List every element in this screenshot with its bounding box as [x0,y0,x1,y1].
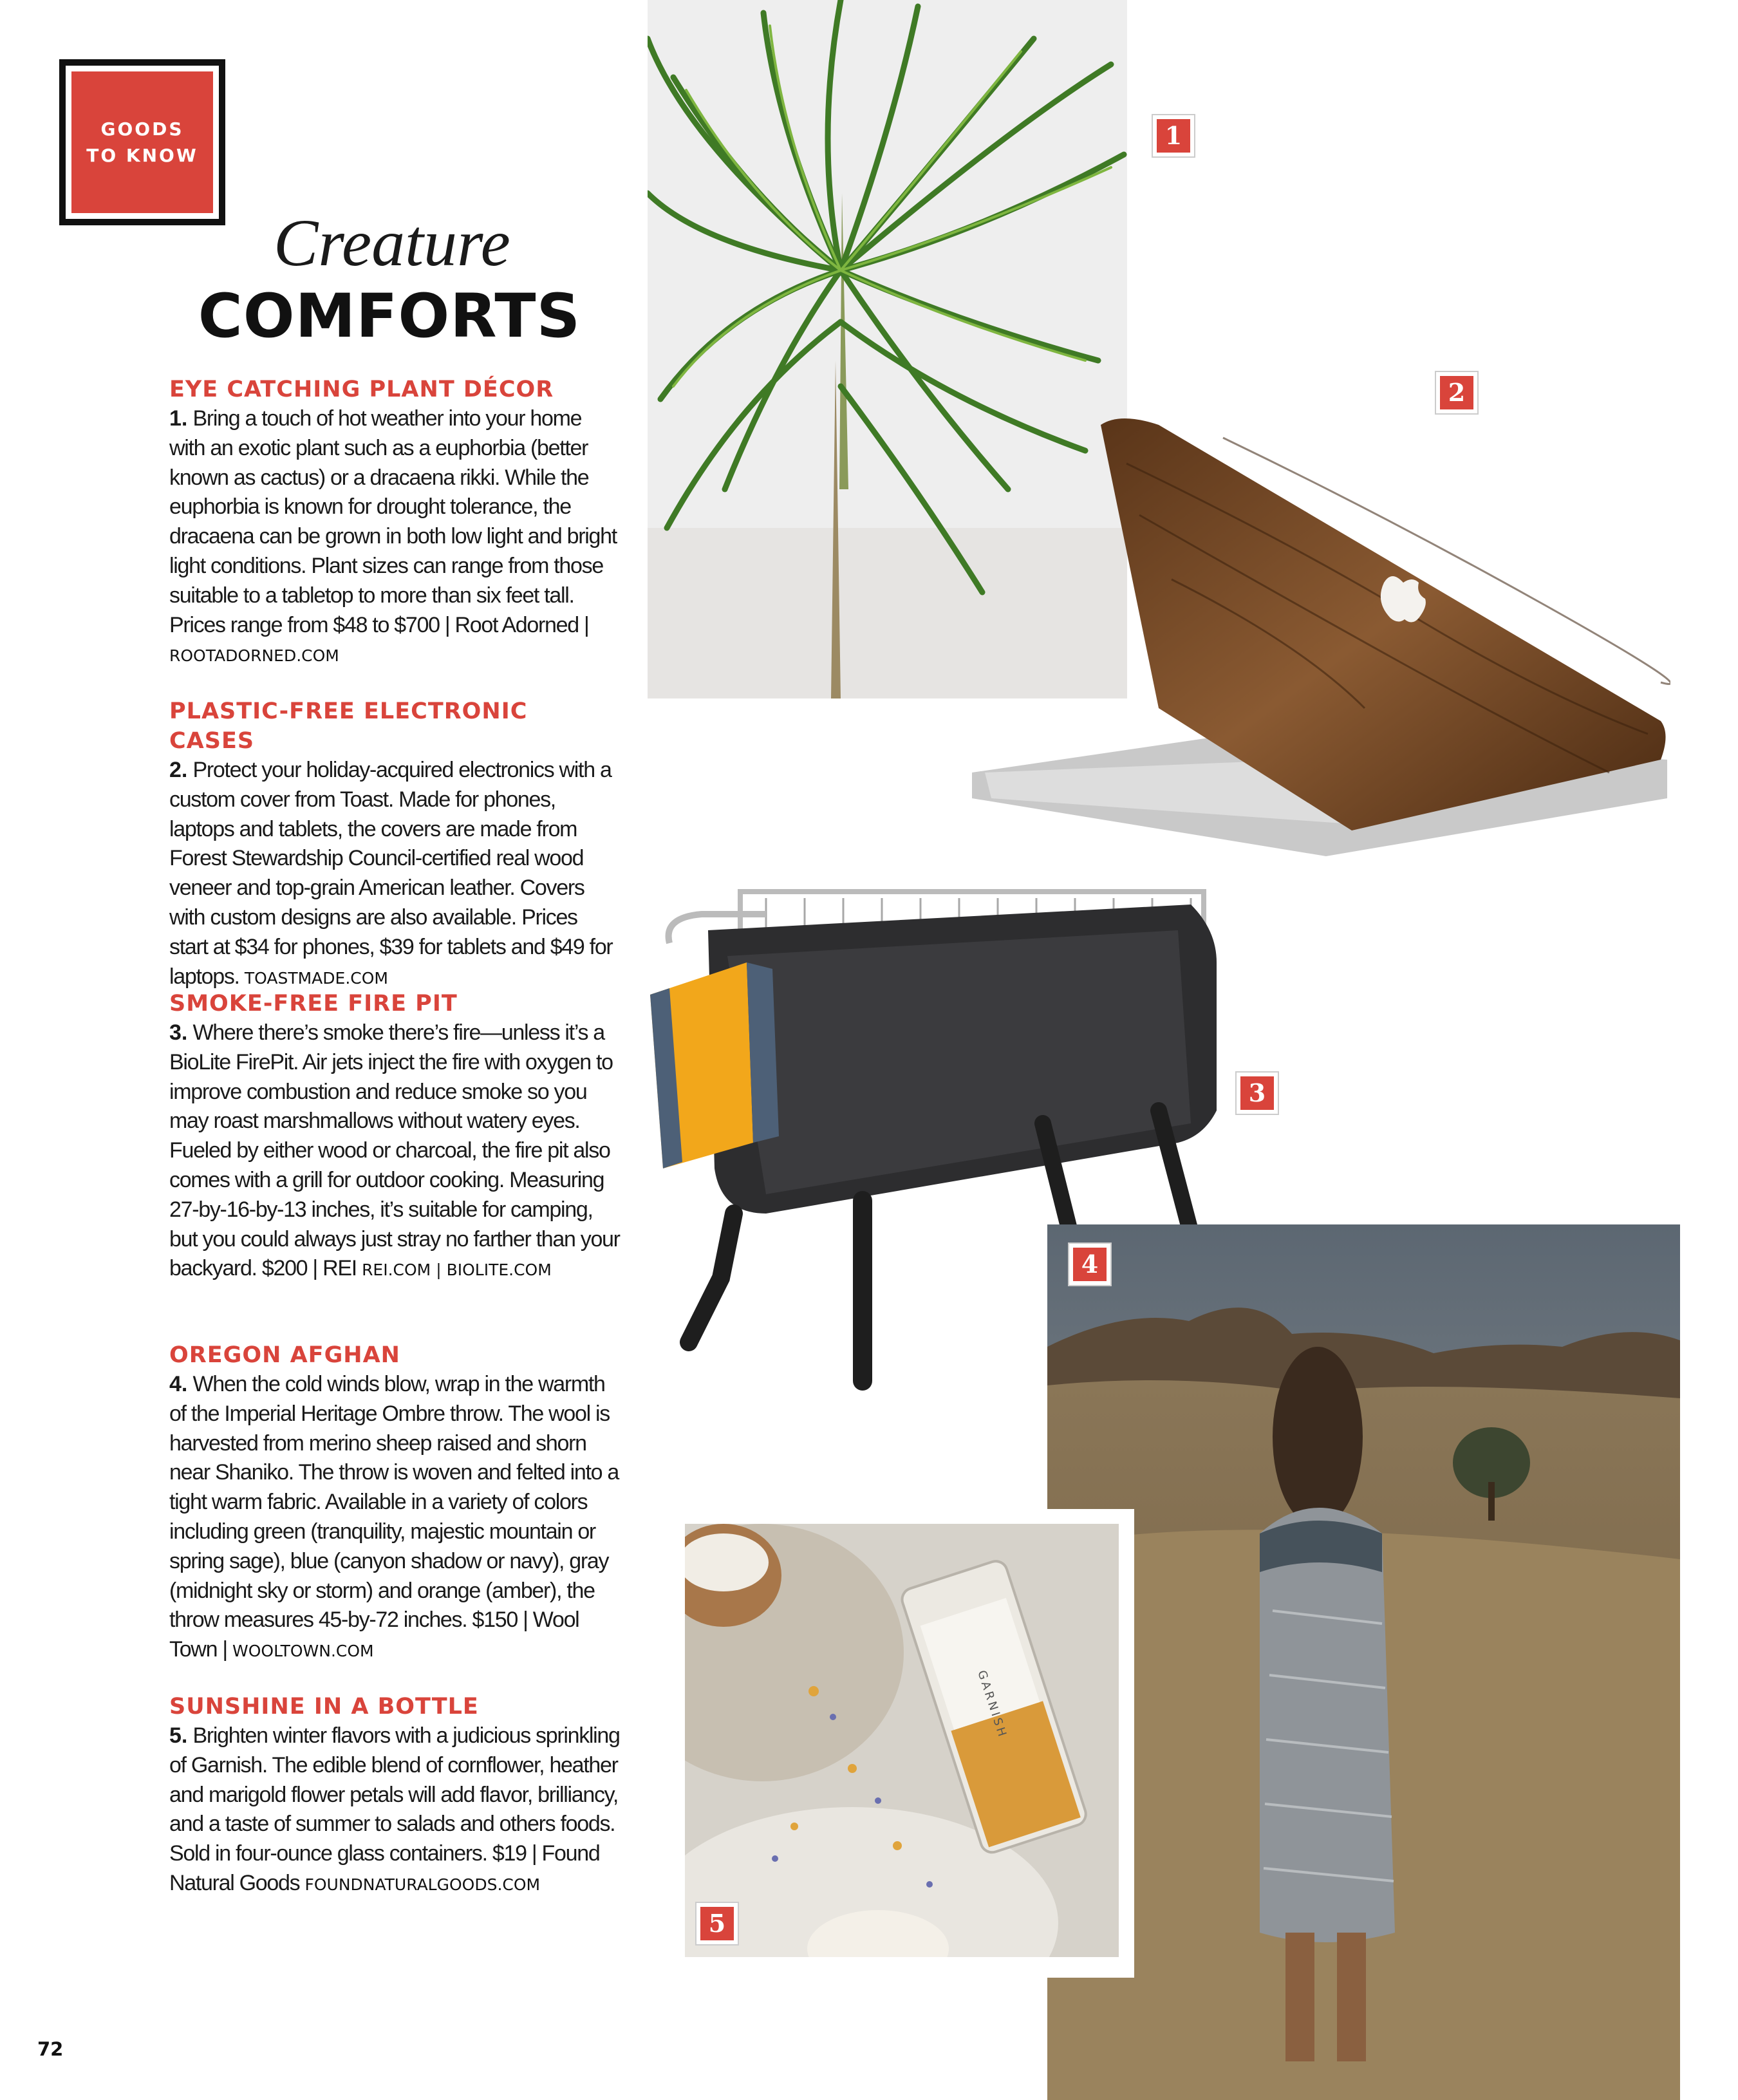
article-body: Brighten winter flavors with a judicious sprinkling of Garnish. The edible blend of cornflower, heather and marigold flower petals will add flavor, brilliancy, and a taste of summer to salads and others foods. Sold in four-ounce glass containers. $19 | Found Natural Goods [169,1723,620,1895]
article-body: Protect your holiday-acquired electronics with a custom cover from Toast. Made for phones, laptops and tablets, the covers are made from Forest Stewardship Council-certified real wood veneer and top-grain American leather. Covers with custom designs are also available. Prices start at $34 for phones, $39 for tablets and $49 for laptops. [169,758,613,989]
section-badge [59,59,225,225]
garnish-photo-frame [677,1509,1134,1978]
photo-tag-3: 3 [1237,1073,1278,1114]
article-fire-pit [169,989,620,1285]
article-url[interactable]: FOUNDNATURALGOODS.COM [304,1875,541,1894]
article-url[interactable]: ROOTADORNED.COM [169,646,339,666]
article-oregon-afghan [169,1340,620,1666]
photo-tag-5: 5 [696,1903,738,1944]
afghan-photo [1047,1224,1680,2100]
article-body: When the cold winds blow, wrap in the warmth of the Imperial Heritage Ombre throw. The wool is harvested from merino sheep raised and shorn near Shaniko. The throw is woven and felted into a tight warm fabric. Available in a variety of colors including green (tranquility, majestic mountain or spring sage), blue (canyon shadow or navy), gray (midnight sky or storm) and orange (amber), the throw measures 45-by-72 inches. $150 | Wool Town | [169,1372,619,1662]
article-sunshine-bottle [169,1692,620,1900]
page-number: 72 [37,2038,64,2060]
article-url[interactable]: TOASTMADE.COM [244,968,388,988]
page-title-bold: COMFORTS [198,281,581,352]
article-heading: EYE CATCHING PLANT DÉCOR [169,377,554,402]
article-plant-decor [169,375,620,671]
jar-label: GARNISH [975,1669,1010,1741]
laptop-photo [966,412,1670,856]
article-number: 2. [169,758,188,782]
section-badge-line2: TO KNOW [86,145,198,166]
photo-tag-4: 4 [1069,1244,1110,1285]
article-number: 4. [169,1372,188,1396]
photo-tag-1: 1 [1153,115,1194,156]
article-heading: PLASTIC-FREE ELECTRONIC CASES [169,698,528,754]
article-url[interactable]: REI.COM | BIOLITE.COM [362,1261,552,1280]
photo-tag-2: 2 [1436,372,1477,413]
article-body: Where there’s smoke there’s fire—unless it’s a BioLite FirePit. Air jets inject the fire with oxygen to improve combustion and reduce smoke so you may roast marshmallows without watery eyes. Fueled by either wood or charcoal, the fire pit also comes with a grill for outdoor cooking. Measuring 27-by-16-by-13 inches, it’s suitable for camping, but you could always just stray no farther than your backyard. $200 | REI [169,1020,620,1281]
article-heading: OREGON AFGHAN [169,1342,400,1368]
page-title-script: Creature [274,206,510,280]
article-url[interactable]: WOOLTOWN.COM [232,1642,374,1661]
section-badge-line1: GOODS [100,118,184,140]
article-number: 5. [169,1723,188,1748]
article-body: Bring a touch of hot weather into your home with an exotic plant such as a euphorbia (better known as cactus) or a dracaena rikki. While the euphorbia is known for drought tolerance, the dracaena can be grown in both low light and bright light conditions. Plant sizes can range from those suitable to a tabletop to more than six feet tall. Prices range from $48 to $700 | Root Adorned | [169,406,617,637]
article-heading: SMOKE-FREE FIRE PIT [169,991,458,1017]
article-heading: SUNSHINE IN A BOTTLE [169,1694,479,1720]
article-number: 1. [169,406,188,431]
garnish-photo [685,1524,1119,1957]
article-electronic-cases [169,697,620,993]
article-number: 3. [169,1020,188,1045]
